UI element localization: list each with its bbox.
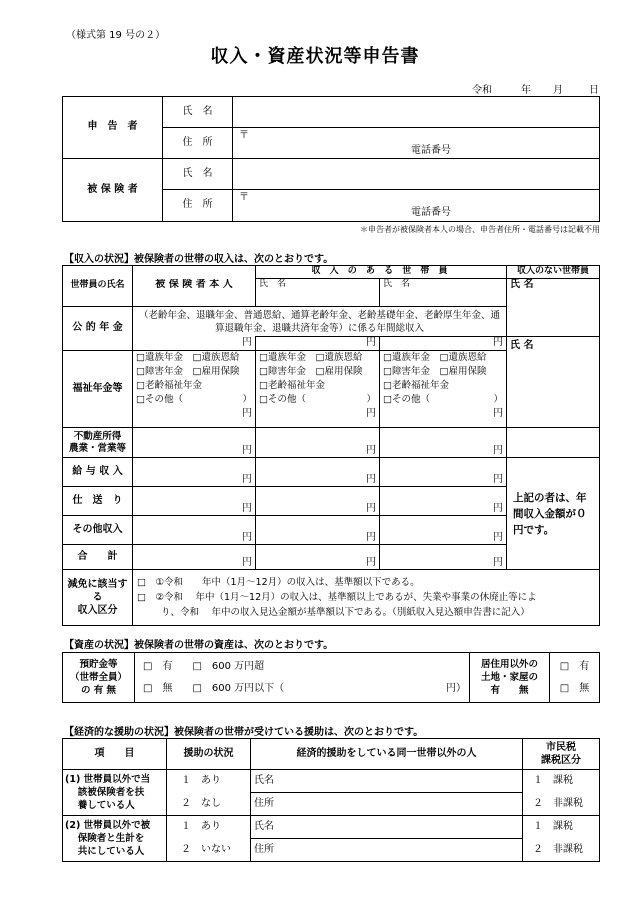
row1-opt1[interactable]: １ あり	[167, 770, 251, 793]
postal-mark: 〒	[239, 192, 249, 203]
row2-name-field[interactable]	[251, 816, 523, 839]
date-era: 令和	[472, 85, 492, 96]
support-section-title: 【経済的な援助の状況】被保険者の世帯が受けている援助は、次のとおりです。	[64, 727, 424, 738]
postal-mark: 〒	[239, 130, 249, 141]
other-income-label: その他収入	[63, 516, 133, 545]
row2-address-field[interactable]	[251, 839, 523, 862]
savings-label: 預貯金等 （世帯全員） の 有 無	[63, 653, 135, 703]
no-income-2-name-cell[interactable]	[507, 337, 600, 428]
page-title: 収入・資産状況等申告書	[210, 46, 420, 67]
welfare-option-line[interactable]: □障害年金 □雇用保険	[259, 366, 363, 377]
allowance-label: 仕 送 り	[63, 487, 133, 516]
applicant-name-field[interactable]	[233, 97, 600, 128]
yen-unit: 円	[493, 473, 503, 485]
income-section-title: 【収入の状況】被保険者の世帯の収入は、次のとおりです。	[64, 254, 334, 265]
real-estate-amount-3[interactable]	[380, 428, 507, 458]
total-amount-3[interactable]	[380, 545, 507, 570]
insured-self-header: 被 保 険 者 本 人	[133, 279, 256, 307]
public-pension-label: 公 的 年 金	[63, 307, 133, 351]
insured-address-field[interactable]	[233, 190, 600, 222]
welfare-other-option[interactable]: □その他（	[136, 394, 183, 405]
property-yes-option[interactable]: □ 有	[559, 660, 590, 672]
assets-section-title: 【資産の状況】被保険者の世帯の資産は、次のとおりです。	[64, 640, 334, 651]
real-estate-amount-1[interactable]	[133, 428, 256, 458]
yen-unit: 円	[366, 473, 376, 485]
form-number: （様式第 19 号の２）	[66, 30, 166, 41]
real-estate-amount-2[interactable]	[256, 428, 380, 458]
welfare-option-line[interactable]: □遺族年金 □遺族恩給	[136, 352, 240, 363]
welfare-other-close: ）	[366, 394, 376, 405]
yen-unit: 円	[493, 556, 503, 568]
applicant-name-label: 氏 名	[163, 97, 233, 128]
exemption-label: 減免に該当する 収入区分	[63, 570, 133, 626]
insured-phone-label: 電話番号	[411, 207, 451, 218]
applicant-address-field[interactable]	[233, 128, 600, 159]
property-no-option[interactable]: □ 無	[559, 682, 590, 694]
row2-address-label: 住所	[254, 843, 274, 855]
welfare-other-close: ）	[242, 394, 252, 405]
total-label: 合 計	[63, 545, 133, 570]
total-amount-1[interactable]	[133, 545, 256, 570]
row1-item-label: (1) 世帯員以外で当 該被保険者を扶 養している人	[63, 770, 167, 816]
row2-name-label: 氏名	[254, 820, 274, 832]
yen-unit: 円	[493, 502, 503, 514]
yen-unit: 円	[366, 556, 376, 568]
allowance-amount-2[interactable]	[256, 487, 380, 516]
savings-no-option[interactable]: □ 無 □ 600 万円以下（	[143, 682, 285, 694]
applicant-label: 申 告 者	[63, 97, 163, 159]
col-tax-header: 市民税 課税区分	[523, 739, 600, 770]
row2-item-label: (2) 世帯員以外で被 保険者と生計を 共にしている人	[63, 816, 167, 862]
row2-tax-opt2[interactable]: ２ 非課税	[523, 839, 600, 862]
row1-tax-opt1[interactable]: １ 課税	[523, 770, 600, 793]
member3-name-cell[interactable]	[380, 279, 507, 307]
insured-label: 被 保 険 者	[63, 159, 163, 222]
pension-amount-2[interactable]	[256, 337, 380, 351]
welfare-other-option[interactable]: □その他（	[383, 394, 430, 405]
exemption-option-2[interactable]: □ ②令和 年中（1月～12月）の収入は、基準額以上であるが、失業や事業の休廃止等によ	[137, 592, 537, 603]
yen-unit: 円	[242, 408, 252, 419]
row1-name-field[interactable]	[251, 770, 523, 793]
row1-name-label: 氏名	[254, 774, 274, 786]
total-amount-2[interactable]	[256, 545, 380, 570]
yen-unit: 円	[242, 531, 252, 543]
date-month: 月	[553, 85, 563, 96]
salary-amount-2[interactable]	[256, 458, 380, 487]
other-amount-1[interactable]	[133, 516, 256, 545]
member2-name-label: 氏 名	[259, 279, 287, 289]
other-amount-2[interactable]	[256, 516, 380, 545]
welfare-other-close: ）	[493, 394, 503, 405]
exemption-option-2-cont: り、令和 年中の収入見込金額が基準額以下である。（別紙収入見込額申告書に記入）	[161, 607, 530, 618]
date-day: 日	[589, 85, 599, 96]
welfare-option-line[interactable]: □障害年金 □雇用保険	[383, 366, 487, 377]
assets-table	[62, 652, 600, 703]
yen-unit: 円	[493, 531, 503, 543]
no-income-1-name-cell[interactable]	[507, 279, 600, 307]
date-year: 年	[521, 85, 531, 96]
no-income-3-name-cell[interactable]	[507, 428, 600, 458]
col-status-header: 援助の状況	[167, 739, 251, 770]
welfare-option-line[interactable]: □遺族年金 □遺族恩給	[259, 352, 363, 363]
row2-opt2[interactable]: ２ いない	[167, 839, 251, 862]
member-name-header: 世帯員の氏名	[63, 266, 133, 307]
allowance-amount-1[interactable]	[133, 487, 256, 516]
welfare-cell-3[interactable]	[380, 351, 507, 428]
row1-tax-opt2[interactable]: ２ 非課税	[523, 793, 600, 816]
yen-unit: 円	[242, 502, 252, 514]
welfare-option-line[interactable]: □老齢福祉年金	[259, 380, 325, 391]
yen-unit: 円	[242, 337, 252, 348]
parties-note: ＊申告者が被保険者本人の場合、申告者住所・電話番号は記載不用	[360, 225, 600, 234]
yen-unit: 円	[493, 444, 503, 456]
public-pension-desc: （老齢年金、退職年金、普通恩給、通算老齢年金、老齢基礎年金、老齢厚生年金、通算退職年金、退職共済年金等）に係る年間総収入	[133, 307, 507, 337]
with-income-header: 収 入 の あ る 世 帯 員	[256, 266, 507, 279]
member2-name-cell[interactable]	[256, 279, 380, 307]
row2-opt1[interactable]: １ あり	[167, 816, 251, 839]
welfare-other-option[interactable]: □その他（	[259, 394, 306, 405]
col-item-header: 項 目	[63, 739, 167, 770]
salary-amount-3[interactable]	[380, 458, 507, 487]
welfare-label: 福祉年金等	[63, 351, 133, 428]
insured-name-label: 氏 名	[163, 159, 233, 190]
real-estate-label: 不動産所得 農業・営業等	[63, 428, 133, 458]
salary-amount-1[interactable]	[133, 458, 256, 487]
yen-unit: 円	[242, 444, 252, 456]
insured-name-field[interactable]	[233, 159, 600, 190]
other-amount-3[interactable]	[380, 516, 507, 545]
applicant-address-label: 住 所	[163, 128, 233, 159]
applicant-phone-label: 電話番号	[411, 145, 451, 156]
yen-unit: 円	[366, 444, 376, 456]
welfare-option-line[interactable]: □老齢福祉年金	[383, 380, 449, 391]
row1-opt2[interactable]: ２ なし	[167, 793, 251, 816]
row1-address-field[interactable]	[251, 793, 523, 816]
row1-address-label: 住所	[254, 797, 274, 809]
savings-yes-option[interactable]: □ 有 □ 600 万円超	[143, 660, 265, 672]
yen-unit: 円	[242, 556, 252, 568]
yen-unit: 円	[366, 337, 376, 349]
insured-address-label: 住 所	[163, 190, 233, 222]
parties-table	[62, 96, 600, 222]
no-income-note: 上記の者は、年間収入金額が０円です。	[507, 458, 600, 570]
col-person-header: 経済的援助をしている同一世帯以外の人	[251, 739, 523, 770]
welfare-option-line[interactable]: □遺族年金 □遺族恩給	[383, 352, 487, 363]
support-table	[62, 738, 600, 862]
property-label: 居住用以外の 土地・家屋の 有 無	[470, 653, 550, 703]
property-options	[550, 653, 600, 703]
yen-unit: 円	[493, 337, 503, 349]
exemption-option-1[interactable]: □ ①令和 年中（1月～12月）の収入は、基準額以下である。	[137, 577, 420, 588]
yen-unit: 円	[366, 531, 376, 543]
allowance-amount-3[interactable]	[380, 487, 507, 516]
welfare-option-line[interactable]: □老齢福祉年金	[136, 380, 202, 391]
welfare-option-line[interactable]: □障害年金 □雇用保険	[136, 366, 240, 377]
exemption-options	[133, 570, 600, 626]
yen-unit: 円	[366, 502, 376, 514]
income-table	[62, 265, 600, 626]
pension-amount-1[interactable]	[133, 337, 256, 351]
yen-unit: 円	[242, 473, 252, 485]
yen-unit: 円	[366, 408, 376, 419]
savings-options	[135, 653, 470, 703]
pension-amount-3[interactable]	[380, 337, 507, 351]
welfare-cell-2[interactable]	[256, 351, 380, 428]
member3-name-label: 氏 名	[383, 279, 411, 289]
savings-yen-unit: 円）	[446, 682, 466, 694]
welfare-cell-1[interactable]	[133, 351, 256, 428]
row2-tax-opt1[interactable]: １ 課税	[523, 816, 600, 839]
without-income-header: 収入のない世帯員	[507, 266, 600, 279]
yen-unit: 円	[493, 408, 503, 419]
no-income-2-name-label: 氏 名	[510, 340, 534, 351]
no-income-1-name-label: 氏 名	[510, 279, 534, 290]
salary-label: 給 与 収 入	[63, 458, 133, 487]
